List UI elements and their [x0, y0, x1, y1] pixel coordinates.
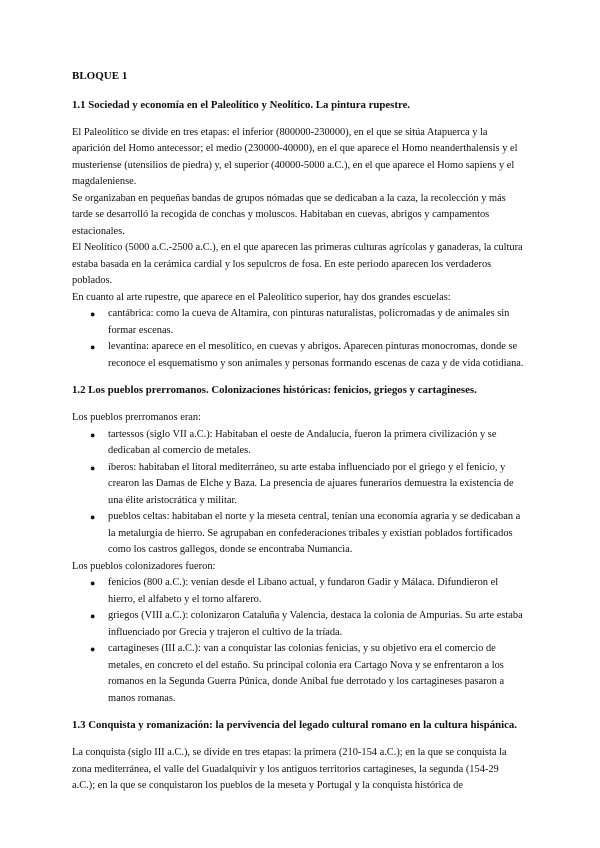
bullet-icon: ●: [90, 342, 96, 352]
document-page: [72, 68, 524, 795]
s2-intro-1: Los pueblos prerromanos eran:: [72, 412, 201, 423]
s2-list-1: [72, 427, 524, 559]
section-1-title: 1.1 Sociedad y economía en el Paleolítico y Neolítico. La pintura rupestre.: [72, 98, 411, 111]
s1-paragraph-2: Se organizaban en pequeñas bandas de grupos nómadas que se dedicaban a la caza, la recolección y más tarde se desarrolló la recogida de conchas y moluscos. Habitaban en cuevas, abrigos y campamentos estacionales.: [72, 192, 506, 237]
s2-intro-2: Los pueblos colonizadores fueron:: [72, 560, 216, 572]
s1-paragraph-3: El Neolítico (5000 a.C.-2500 a.C.), en el que aparecen las primeras culturas agrícolas y ganaderas, la cultura estaba basada en la cerámica cardial y los sepulcros de fosa. En este periodo aparecen los verdaderos poblados.: [72, 242, 523, 286]
s1-paragraph-4: En cuanto al arte rupestre, que aparece en el Paleolítico superior, hay dos grandes escuelas:: [72, 291, 451, 303]
bullet-icon: ●: [90, 644, 96, 654]
bullet-icon: ●: [90, 611, 96, 621]
list-item: ● tartessos (siglo VII a.C.): Habitaban el oeste de Andalucía, fueron la primera civilización y se dedicaban al comercio de metales.: [90, 428, 497, 456]
list-item: ● griegos (VIII a.C.): colonizaron Cataluña y Valencia, destaca la colonia de Ampurias. Su arte estaba influenciado por Grecia y trajeron el cultivo de la tríada.: [90, 610, 523, 638]
s1-list: [72, 306, 524, 372]
bloque-heading: BLOQUE 1: [72, 70, 128, 82]
s3-paragraph-1: La conquista (siglo III a.C.), se divide en tres etapas: la primera (210-154 a.C.); en la que se conquista la zona mediterránea, el valle del Guadalquivir y los antiguos territorios cartagineses, la segunda (154-29 a.C.); en la que se conquistaron los pueblos de la meseta y Portugal y la conquista histórica de: [72, 747, 507, 791]
bullet-icon: ●: [90, 578, 96, 588]
bullet-icon: ●: [90, 462, 96, 473]
list-item: ● íberos: habitaban el litoral mediterráneo, su arte estaba influenciado por el griego y el fenicio, y crearon las Damas de Elche y Baza. La presencia de ajuares funerarios demuestra la existencia de una élite aristocrática y militar.: [90, 461, 514, 506]
section-3-title: 1.3 Conquista y romanización: la pervivencia del legado cultural romano en la cultura hispánica.: [72, 719, 517, 731]
s2-list-2: [72, 575, 524, 707]
bullet-icon: ●: [90, 429, 96, 440]
bullet-icon: ●: [90, 309, 96, 319]
list-item: ● cantábrica: como la cueva de Altamira, con pinturas naturalistas, policromadas y de animales sin formar escenas.: [90, 308, 510, 336]
list-item: ● fenicios (800 a.C.): venían desde el Líbano actual, y fundaron Gadir y Málaca. Difundieron el hierro, el alfabeto y el torno alfarero.: [90, 577, 499, 605]
bullet-icon: ●: [90, 512, 96, 522]
list-item: ● pueblos celtas: habitaban el norte y la meseta central, tenían una economía agraria y se dedicaban a la metalurgia de hierro. Se agrupaban en confederaciones tribales y existían poblados fortificados como los castros gallegos, donde se encontraba Numancia.: [90, 511, 521, 555]
s1-paragraph-1: El Paleolítico se divide en tres etapas: el inferior (800000-230000), en el que se sitúa Atapuerca y la aparición del Homo antecessor; el medio (230000-40000), en el que aparece el Homo neanderthalensis y el musteriense (utensilios de piedra) y, el superior (40000-5000 a.C.), en el que aparece el Homo sapiens y el magdaleniense.: [72, 126, 518, 187]
section-2-title: 1.2 Los pueblos prerromanos. Colonizaciones históricas: fenicios, griegos y cartagineses.: [72, 384, 477, 396]
list-item: ● cartagineses (III a.C.): van a conquistar las colonias fenicias, y su objetivo era el comercio de metales, en concreto el del estaño. Su principal colonia era Cartago Nova y se enfrentaron a los romanos en la Segunda Guerra Púnica, donde Aníbal fue derrotado y los cartagineses pasaron a manos romanas.: [90, 643, 505, 704]
list-item: ● levantina: aparece en el mesolítico, en cuevas y abrigos. Aparecen pinturas monocromas, donde se reconoce el esquematismo y son animales y personas formando escenas de caza y de vida cotidiana.: [90, 341, 524, 369]
